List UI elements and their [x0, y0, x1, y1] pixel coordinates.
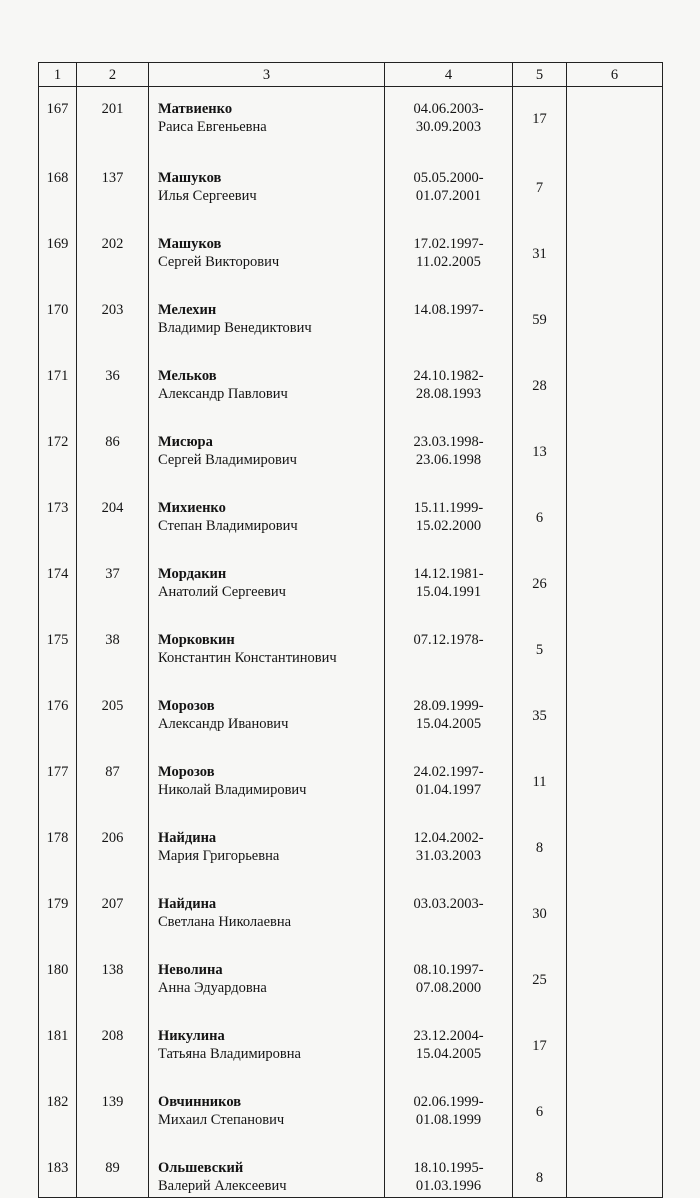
given-names: Татьяна Владимировна [158, 1046, 301, 1062]
given-names: Илья Сергеевич [158, 188, 257, 204]
row-number: 182 [39, 1081, 77, 1147]
surname: Мелехин [158, 302, 217, 318]
record-number: 204 [77, 487, 149, 553]
table-row [39, 487, 663, 553]
record-number: 203 [77, 289, 149, 355]
row-number: 174 [39, 553, 77, 619]
table-row [39, 157, 663, 223]
table-row [39, 817, 663, 883]
given-names: Анатолий Сергеевич [158, 584, 286, 600]
period-start: 17.02.1997- [413, 236, 484, 252]
table-row [39, 949, 663, 1015]
surname: Мельков [158, 368, 217, 384]
period-cell [385, 1081, 513, 1147]
given-names: Владимир Венедиктович [158, 320, 312, 336]
row-number: 169 [39, 223, 77, 289]
note-cell [567, 421, 663, 487]
note-cell [567, 157, 663, 223]
person-name-cell [149, 289, 385, 355]
given-names: Михаил Степанович [158, 1112, 285, 1128]
record-number: 138 [77, 949, 149, 1015]
row-number: 178 [39, 817, 77, 883]
period-cell [385, 751, 513, 817]
note-cell [567, 487, 663, 553]
count-cell [513, 553, 567, 619]
header-cell-4: 4 [385, 63, 513, 87]
period-start: 23.03.1998- [413, 434, 484, 450]
note-cell [567, 1015, 663, 1081]
count: 25 [532, 972, 547, 988]
count-cell [513, 619, 567, 685]
count-cell [513, 87, 567, 158]
surname: Ольшевский [158, 1160, 244, 1176]
period-start: 23.12.2004- [413, 1028, 484, 1044]
period-start: 02.06.1999- [413, 1094, 484, 1110]
given-names: Александр Павлович [158, 386, 288, 402]
record-number: 86 [77, 421, 149, 487]
table-row [39, 1015, 663, 1081]
count: 11 [532, 774, 547, 790]
surname: Морозов [158, 764, 215, 780]
period-start: 14.12.1981- [413, 566, 484, 582]
note-cell [567, 619, 663, 685]
period-cell [385, 685, 513, 751]
period-cell [385, 553, 513, 619]
table-row [39, 1147, 663, 1198]
record-number: 207 [77, 883, 149, 949]
count-cell [513, 817, 567, 883]
count: 30 [532, 906, 547, 922]
person-name-cell [149, 553, 385, 619]
row-number: 183 [39, 1147, 77, 1198]
person-name-cell [149, 685, 385, 751]
row-number: 181 [39, 1015, 77, 1081]
table-row [39, 619, 663, 685]
header-row [39, 63, 663, 87]
given-names: Сергей Владимирович [158, 452, 297, 468]
given-names: Александр Иванович [158, 716, 289, 732]
count-cell [513, 1147, 567, 1198]
surname: Мисюра [158, 434, 213, 450]
record-number: 208 [77, 1015, 149, 1081]
surname: Михиенко [158, 500, 226, 516]
period-cell [385, 817, 513, 883]
header-cell-1: 1 [39, 63, 77, 87]
period-end: 11.02.2005 [416, 254, 481, 270]
count: 13 [532, 444, 547, 460]
person-name-cell [149, 87, 385, 158]
person-name-cell [149, 421, 385, 487]
table-row [39, 553, 663, 619]
person-name-cell [149, 355, 385, 421]
count-cell [513, 883, 567, 949]
row-number: 179 [39, 883, 77, 949]
period-cell [385, 223, 513, 289]
count: 35 [532, 708, 547, 724]
count: 17 [532, 1038, 547, 1054]
row-number: 168 [39, 157, 77, 223]
record-number: 206 [77, 817, 149, 883]
note-cell [567, 223, 663, 289]
table-row [39, 1081, 663, 1147]
count: 5 [535, 642, 544, 658]
given-names: Валерий Алексеевич [158, 1178, 287, 1194]
count: 8 [535, 840, 544, 856]
period-cell [385, 289, 513, 355]
surname: Морковкин [158, 632, 235, 648]
table-row [39, 87, 663, 158]
person-name-cell [149, 1081, 385, 1147]
record-number: 37 [77, 553, 149, 619]
period-end: 28.08.1993 [415, 386, 482, 402]
period-start: 24.10.1982- [413, 368, 484, 384]
person-name-cell [149, 883, 385, 949]
record-number: 201 [77, 87, 149, 158]
period-end: 01.08.1999 [415, 1112, 482, 1128]
row-number: 180 [39, 949, 77, 1015]
count-cell [513, 355, 567, 421]
header-cell-3: 3 [149, 63, 385, 87]
row-number: 177 [39, 751, 77, 817]
person-name-cell [149, 1147, 385, 1198]
period-end: 01.04.1997 [415, 782, 482, 798]
surname: Морозов [158, 698, 215, 714]
given-names: Мария Григорьевна [158, 848, 280, 864]
period-cell [385, 619, 513, 685]
row-number: 175 [39, 619, 77, 685]
period-start: 18.10.1995- [413, 1160, 484, 1176]
period-start: 28.09.1999- [413, 698, 484, 714]
surname: Никулина [158, 1028, 225, 1044]
period-end: 15.04.2005 [415, 1046, 482, 1062]
surname: Овчинников [158, 1094, 242, 1110]
period-cell [385, 355, 513, 421]
period-start: 07.12.1978- [413, 632, 484, 648]
header-cell-2: 2 [77, 63, 149, 87]
count-cell [513, 949, 567, 1015]
period-start: 14.08.1997- [413, 302, 484, 318]
period-start: 24.02.1997- [413, 764, 484, 780]
surname: Машуков [158, 170, 222, 186]
period-end: 23.06.1998 [415, 452, 482, 468]
row-number: 167 [39, 87, 77, 158]
row-number: 170 [39, 289, 77, 355]
record-number: 205 [77, 685, 149, 751]
given-names: Степан Владимирович [158, 518, 298, 534]
person-name-cell [149, 817, 385, 883]
period-end: 01.03.1996 [415, 1178, 482, 1194]
count-cell [513, 157, 567, 223]
note-cell [567, 949, 663, 1015]
count: 6 [535, 510, 544, 526]
given-names: Анна Эдуардовна [158, 980, 267, 996]
count: 31 [532, 246, 547, 262]
header-cell-5: 5 [513, 63, 567, 87]
surname: Машуков [158, 236, 222, 252]
record-number: 87 [77, 751, 149, 817]
table-row [39, 685, 663, 751]
count-cell [513, 421, 567, 487]
row-number: 172 [39, 421, 77, 487]
given-names: Николай Владимирович [158, 782, 307, 798]
surname: Найдина [158, 830, 217, 846]
table-row [39, 883, 663, 949]
surname: Неволина [158, 962, 223, 978]
record-number: 139 [77, 1081, 149, 1147]
period-cell [385, 421, 513, 487]
table-row [39, 421, 663, 487]
count: 26 [532, 576, 547, 592]
count: 8 [535, 1170, 544, 1186]
note-cell [567, 751, 663, 817]
count-cell [513, 685, 567, 751]
note-cell [567, 817, 663, 883]
period-start: 05.05.2000- [413, 170, 484, 186]
count-cell [513, 1081, 567, 1147]
note-cell [567, 883, 663, 949]
period-cell [385, 487, 513, 553]
given-names: Раиса Евгеньевна [158, 119, 267, 135]
period-cell [385, 157, 513, 223]
person-name-cell [149, 157, 385, 223]
count: 7 [535, 180, 544, 196]
count-cell [513, 487, 567, 553]
note-cell [567, 1147, 663, 1198]
person-name-cell [149, 223, 385, 289]
period-cell [385, 1147, 513, 1198]
table-row [39, 289, 663, 355]
note-cell [567, 685, 663, 751]
note-cell [567, 1081, 663, 1147]
count: 17 [532, 111, 547, 127]
table-row [39, 355, 663, 421]
period-cell [385, 949, 513, 1015]
period-start: 03.03.2003- [413, 896, 484, 912]
count-cell [513, 751, 567, 817]
given-names: Сергей Викторович [158, 254, 280, 270]
header-cell-6: 6 [567, 63, 663, 87]
period-end: 15.04.2005 [415, 716, 482, 732]
count-cell [513, 289, 567, 355]
note-cell [567, 87, 663, 158]
given-names: Светлана Николаевна [158, 914, 292, 930]
period-cell [385, 883, 513, 949]
period-end: 30.09.2003 [415, 119, 482, 135]
record-number: 36 [77, 355, 149, 421]
person-name-cell [149, 619, 385, 685]
period-start: 04.06.2003- [413, 101, 484, 117]
period-end: 01.07.2001 [415, 188, 482, 204]
period-cell [385, 87, 513, 158]
period-cell [385, 1015, 513, 1081]
given-names: Константин Константинович [158, 650, 337, 666]
count: 6 [535, 1104, 544, 1120]
record-number: 137 [77, 157, 149, 223]
surname: Найдина [158, 896, 217, 912]
note-cell [567, 355, 663, 421]
row-number: 173 [39, 487, 77, 553]
period-end: 07.08.2000 [415, 980, 482, 996]
record-number: 89 [77, 1147, 149, 1198]
period-start: 12.04.2002- [413, 830, 484, 846]
record-number: 202 [77, 223, 149, 289]
period-start: 08.10.1997- [413, 962, 484, 978]
period-end: 31.03.2003 [415, 848, 482, 864]
person-name-cell [149, 1015, 385, 1081]
period-start: 15.11.1999- [413, 500, 484, 516]
row-number: 176 [39, 685, 77, 751]
table-row [39, 751, 663, 817]
person-name-cell [149, 751, 385, 817]
person-name-cell [149, 949, 385, 1015]
row-number: 171 [39, 355, 77, 421]
count: 59 [532, 312, 547, 328]
surname: Матвиенко [158, 101, 233, 117]
note-cell [567, 553, 663, 619]
count-cell [513, 223, 567, 289]
note-cell [567, 289, 663, 355]
period-end: 15.02.2000 [415, 518, 482, 534]
surname: Мордакин [158, 566, 227, 582]
table-row [39, 223, 663, 289]
count: 28 [532, 378, 547, 394]
registry-table [38, 62, 663, 1198]
record-number: 38 [77, 619, 149, 685]
count-cell [513, 1015, 567, 1081]
period-end: 15.04.1991 [415, 584, 482, 600]
person-name-cell [149, 487, 385, 553]
